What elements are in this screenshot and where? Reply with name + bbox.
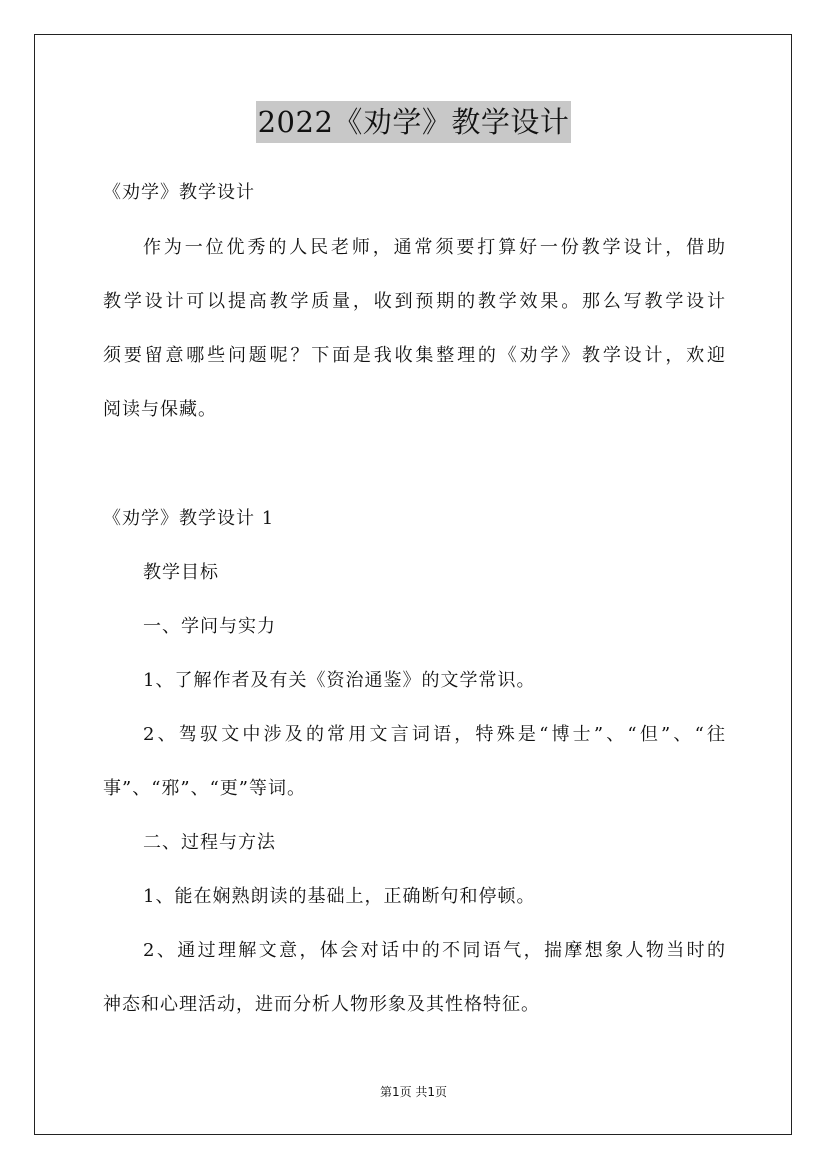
list-item-line: 神态和心理活动，进而分析人物形象及其性格特征。 xyxy=(103,994,540,1015)
goals-heading: 教学目标 xyxy=(143,562,219,583)
part1-heading: 一、学问与实力 xyxy=(143,616,276,637)
intro-paragraph-line: 教学设计可以提高教学质量，收到预期的教学效果。那么写教学设计 xyxy=(103,291,725,312)
title-container xyxy=(0,101,827,143)
document-title: 2022《劝学》教学设计 xyxy=(256,101,572,143)
page-number-footer: 第1页 共1页 xyxy=(379,1085,448,1099)
list-item: 1、了解作者及有关《资治通鉴》的文学常识。 xyxy=(143,670,536,691)
list-item-line: 2、驾驭文中涉及的常用文言词语，特殊是“博士”、“但”、“往 xyxy=(143,724,725,745)
intro-paragraph-line: 阅读与保藏。 xyxy=(103,399,217,420)
list-item-line: 2、通过理解文意，体会对话中的不同语气，揣摩想象人物当时的 xyxy=(143,940,725,961)
intro-paragraph-line: 须要留意哪些问题呢？下面是我收集整理的《劝学》教学设计，欢迎 xyxy=(103,345,725,366)
part2-heading: 二、过程与方法 xyxy=(143,832,276,853)
section-heading: 《劝学》教学设计 1 xyxy=(103,508,275,529)
intro-paragraph-line: 作为一位优秀的人民老师，通常须要打算好一份教学设计，借助 xyxy=(143,237,725,258)
list-item-line: 事”、“邪”、“更”等词。 xyxy=(103,778,307,799)
intro-heading: 《劝学》教学设计 xyxy=(103,182,255,203)
list-item: 1、能在娴熟朗读的基础上，正确断句和停顿。 xyxy=(143,886,536,907)
